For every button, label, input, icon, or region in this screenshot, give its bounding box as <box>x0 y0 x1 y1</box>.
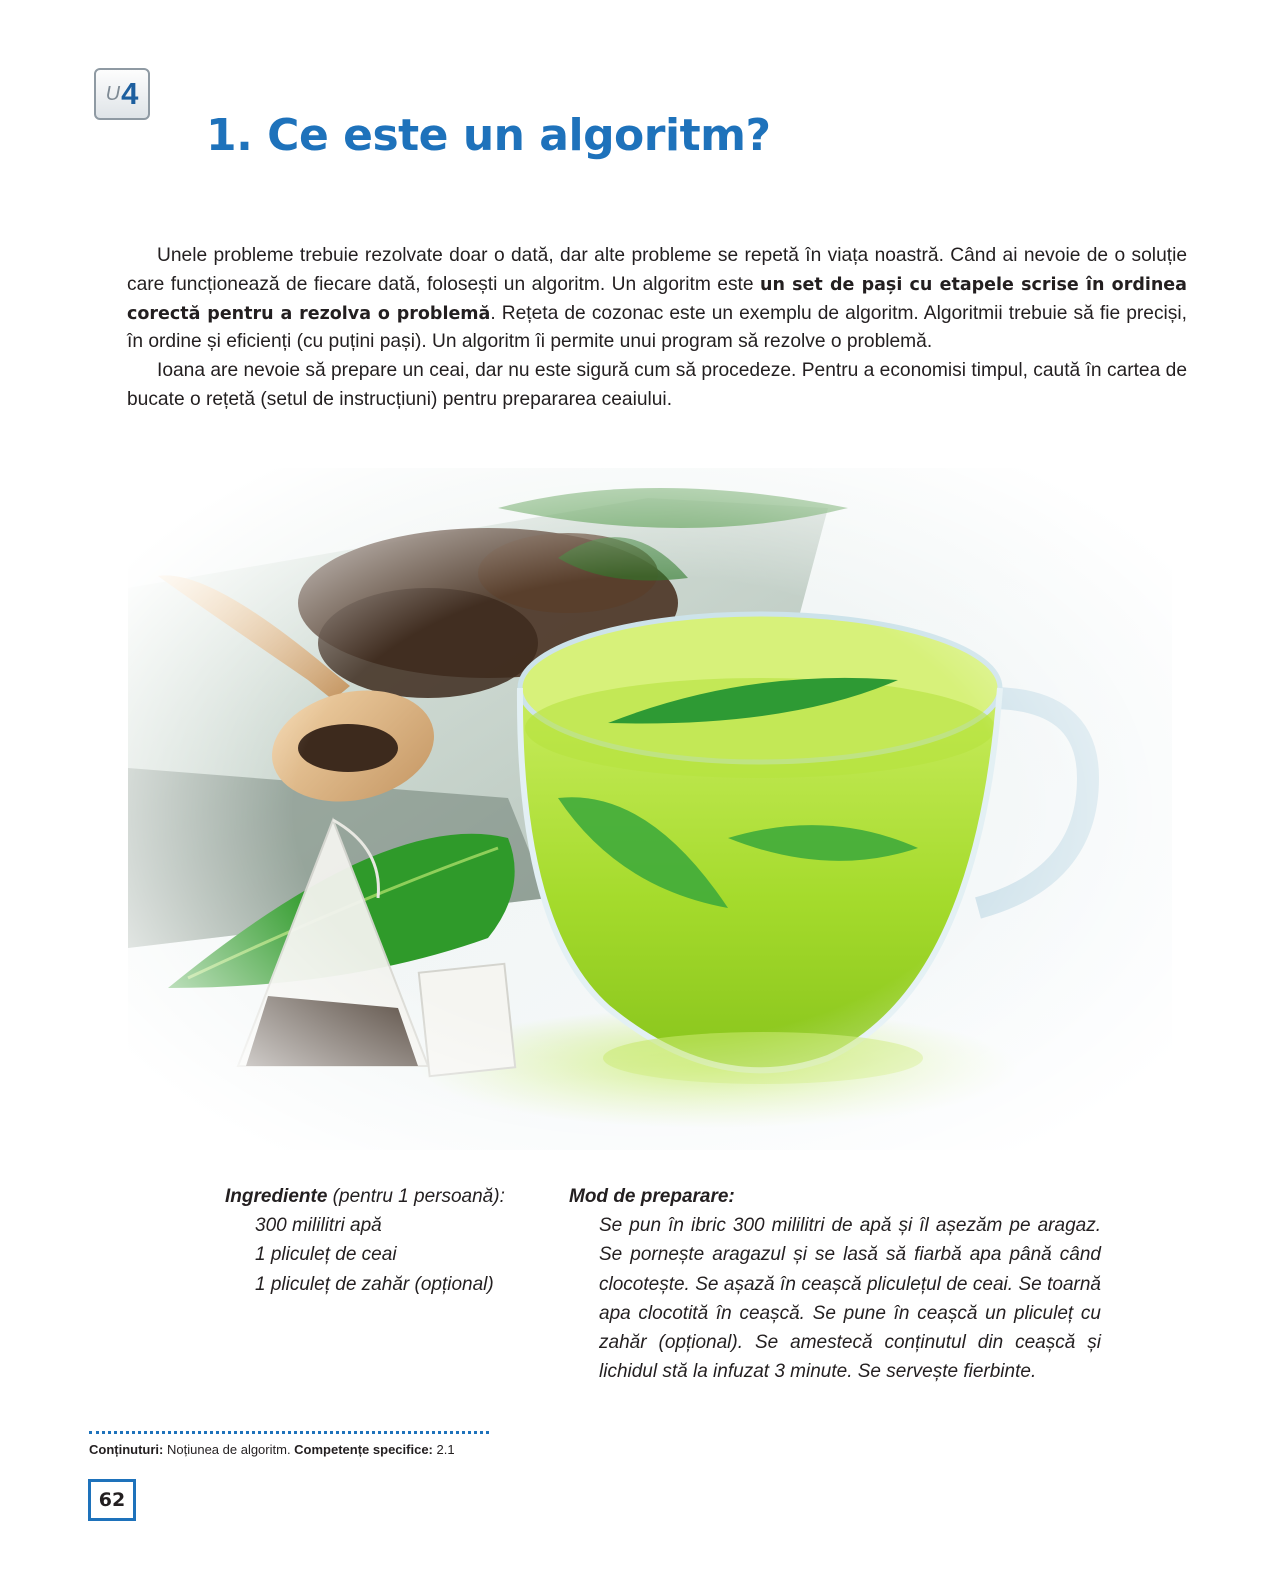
intro-text <box>127 242 1187 415</box>
ingredient-item: 300 mililitri apă <box>255 1215 382 1237</box>
footer-divider <box>89 1431 489 1434</box>
ingredient-item: 1 pliculeț de ceai <box>255 1244 397 1266</box>
page-number: 62 <box>88 1479 136 1521</box>
unit-number: 4 <box>121 76 139 111</box>
competences-value: 2.1 <box>432 1442 455 1457</box>
contents-value: Noțiunea de algoritm. <box>163 1442 295 1457</box>
method-block <box>569 1182 1101 1386</box>
intro-paragraph-2: Ioana are nevoie să prepare un ceai, dar nu este sigură cum să procedeze. Pentru a economisi timpul, caută în cartea de bucate o rețetă (setul de instrucțiuni) pentru prepararea ceaiului. <box>127 360 1187 410</box>
competences-label: Competențe specifice: <box>294 1442 433 1457</box>
contents-label: Conținuturi: <box>89 1442 164 1457</box>
intro-paragraph-1 <box>127 242 1187 357</box>
ingredients-heading-line <box>225 1182 555 1211</box>
unit-badge <box>94 68 150 120</box>
algorithm-definition: un set de pași cu etapele scrise în ordinea corectă pentru a rezolva o problemă <box>127 274 1187 324</box>
method-heading: Mod de preparare: <box>569 1186 735 1207</box>
unit-prefix: U <box>105 82 121 105</box>
ingredients-heading: Ingrediente <box>225 1186 328 1207</box>
method-text: Se pun în ibric 300 mililitri de apă și îl așezăm pe aragaz. Se pornește aragazul și se lasă să fiarbă apa până când clocotește. Se așază în ceașcă pliculețul de ceai. Se toarnă apa clocotită în ceașcă. Se pune în ceașcă un pliculeț cu zahăr (opțional). Se amestecă conținutul din ceașcă și lichidul stă la infuzat 3 minute. Se servește fierbinte. <box>599 1215 1101 1383</box>
page-title: 1. Ce este un algoritm? <box>206 110 771 161</box>
intro-p1-start: Unele probleme trebuie rezolvate doar o dată, dar alte probleme se repetă în viața noastră. Când ai nevoie de o soluție care funcționează de fiecare dată, folosești un algoritm. Un algoritm este <box>127 245 1187 295</box>
ingredients-list <box>225 1211 555 1299</box>
ingredients-block <box>225 1182 555 1299</box>
intro-p1-end: . Rețeta de cozonac este un exemplu de algoritm. Algoritmii trebuie să fie preciși, în ordine și eficienți (cu puțini pași). Un algoritm îi permite unui program să rezolve o problemă. <box>127 302 1187 353</box>
footer-note <box>89 1442 455 1457</box>
ingredients-qualifier: (pentru 1 persoană): <box>327 1186 505 1207</box>
green-tea-cup-photo <box>128 468 1172 1150</box>
ingredient-item: 1 pliculeț de zahăr (opțional) <box>255 1273 494 1295</box>
